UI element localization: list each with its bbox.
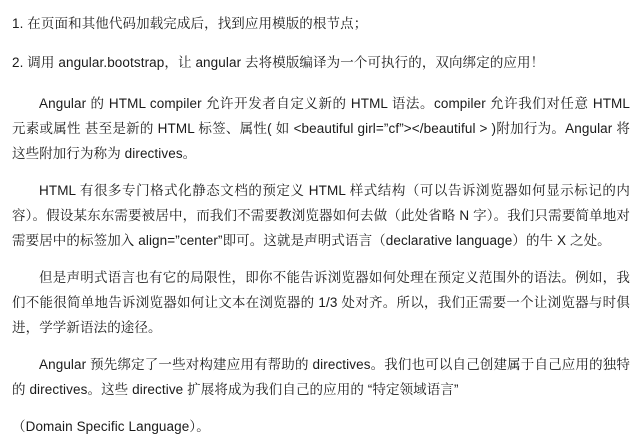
body-paragraph-3: 但是声明式语言也有它的局限性，即你不能告诉浏览器如何处理在预定义范围外的语法。例如，我们不能很简单地告诉浏览器如何让文本在浏览器的 1/3 处对齐。所以，我们正需要一个让浏览器与时俱进，学学新语法的途径。 <box>12 266 630 341</box>
body-paragraph-2: HTML 有很多专门格式化静态文档的预定义 HTML 样式结构（可以告诉浏览器如何显示标记的内容）。假设某东东需要被居中，而我们不需要教浏览器如何去做（此处省略 N 字）。我们只需要简单地对需要居中的标签加入 align=”center”即可。这就是声明式语言（declarative language）的牛 X 之处。 <box>12 179 630 254</box>
body-paragraph-1: Angular 的 HTML compiler 允许开发者自定义新的 HTML 语法。compiler 允许我们对任意 HTML 元素或属性 甚至是新的 HTML 标签、属性( 如 <beautiful girl=”cf”></beautiful > )附加行为。Angular 将这些附加行为称为 directives。 <box>12 92 630 167</box>
ordered-list-item-2: 2. 调用 angular.bootstrap，让 angular 去将模版编译为一个可执行的，双向绑定的应用！ <box>12 53 630 74</box>
body-paragraph-4-continuation <box>12 415 630 439</box>
body-paragraph-4: Angular 预先绑定了一些对构建应用有帮助的 directives。我们也可以自己创建属于自己应用的独特的 directives。这些 directive 扩展将成为我们自己的应用的 “特定领域语言” <box>12 353 630 403</box>
final-line-text: （Domain Specific Language）。 <box>12 415 630 439</box>
ordered-list-item-1: 1. 在页面和其他代码加载完成后，找到应用模版的根节点； <box>12 14 630 35</box>
